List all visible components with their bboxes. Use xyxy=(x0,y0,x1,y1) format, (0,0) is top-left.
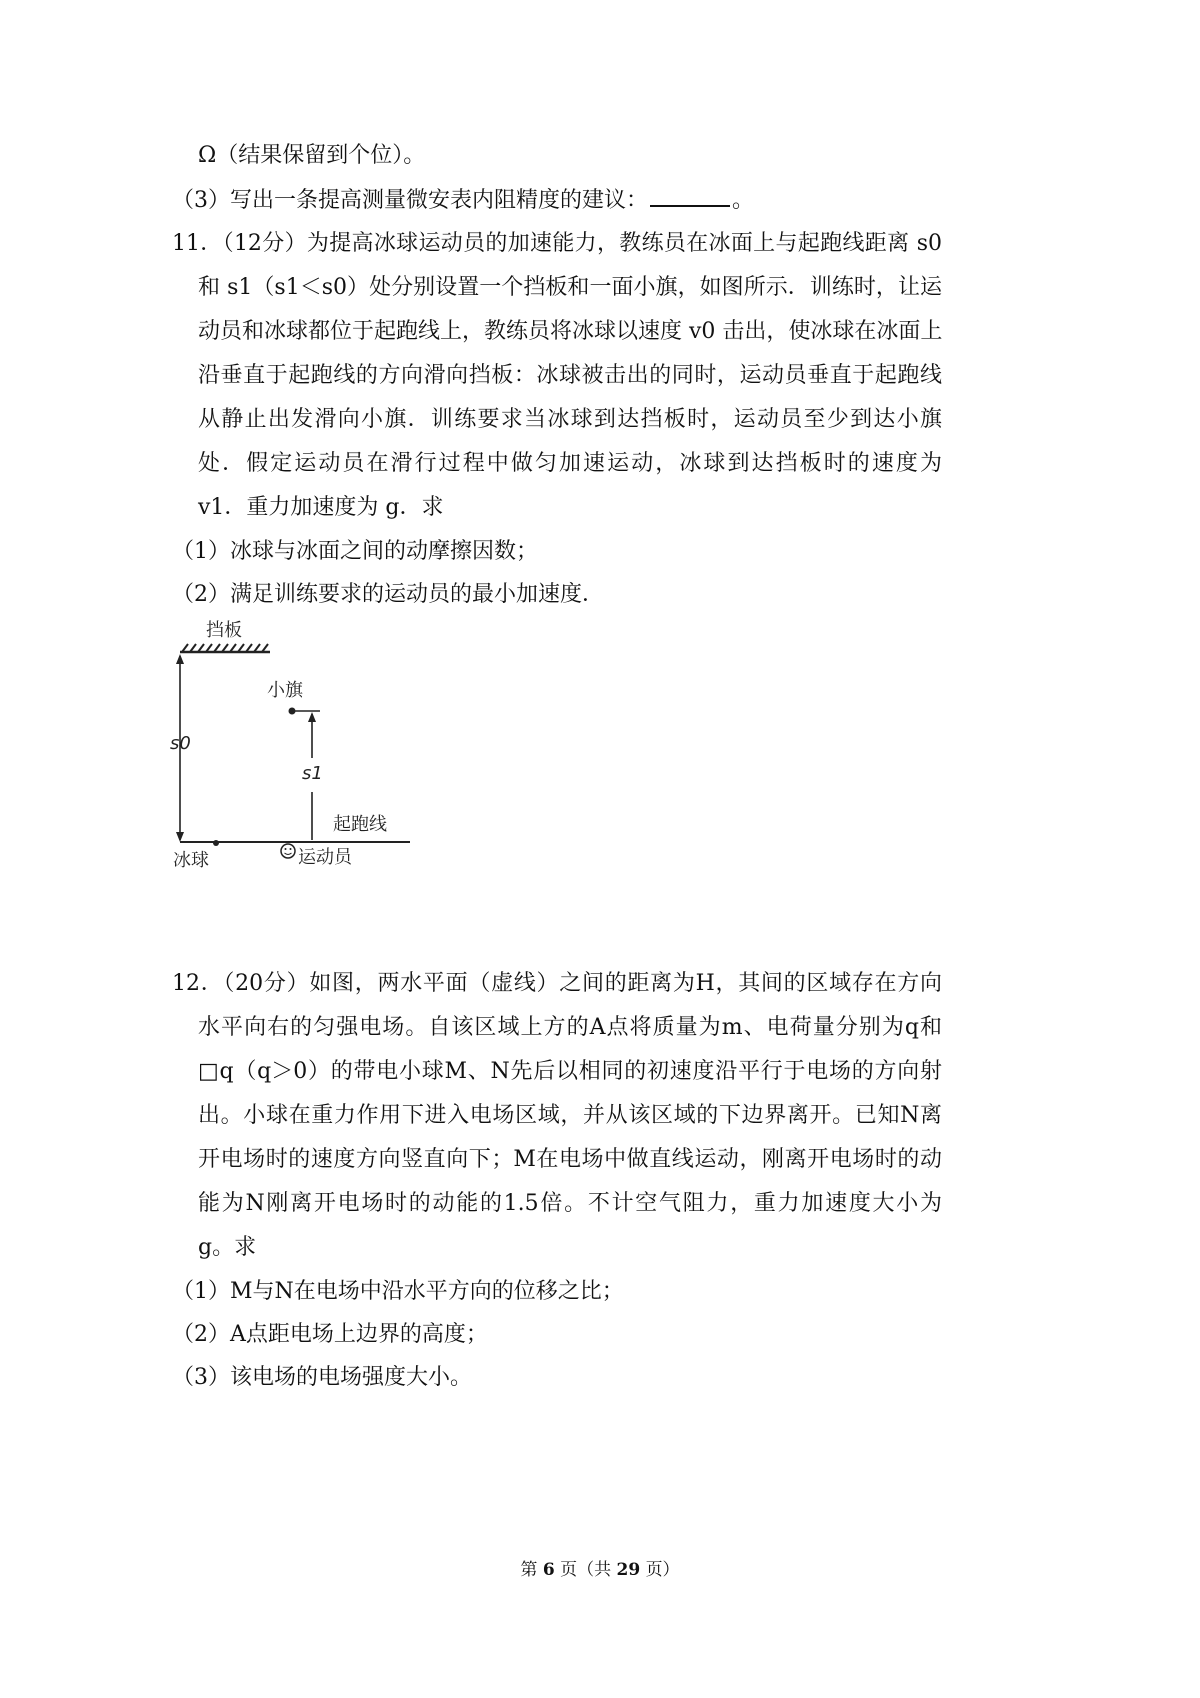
q11-line-2: 和 s1（s1＜s0）处分别设置一个挡板和一面小旗，如图所示．训练时，让运 xyxy=(198,275,942,300)
q11-line-5: 从静止出发滑向小旗．训练要求当冰球到达挡板时，运动员至少到达小旗 xyxy=(198,407,942,432)
s0-arrow-up xyxy=(176,654,184,664)
s1-text: s1 xyxy=(302,763,323,784)
footer-middle: 页（共 xyxy=(560,1560,612,1580)
barrier-label: 挡板 xyxy=(206,620,242,641)
q12-subquestion-2: （2）A点距电场上边界的高度； xyxy=(172,1322,488,1347)
prev-answer-text: Ω（结果保留到个位）。 xyxy=(198,143,426,168)
q11-diagram-main xyxy=(160,630,420,880)
s0-label xyxy=(170,733,191,755)
q12-line-7: g。求 xyxy=(198,1235,257,1260)
puck-label: 冰球 xyxy=(173,850,209,871)
q11-line-4: 沿垂直于起跑线的方向滑向挡板：冰球被击出的同时，运动员垂直于起跑线 xyxy=(198,363,942,388)
q12-line-6: 能为N刚离开电场时的动能的1.5倍。不计空气阻力，重力加速度大小为 xyxy=(198,1191,942,1216)
footer-total-pages: 29 xyxy=(616,1560,641,1580)
footer-page-number: 6 xyxy=(542,1560,555,1580)
q11-line-1: 11．（12分）为提高冰球运动员的加速能力，教练员在冰面上与起跑线距离 s0 xyxy=(172,231,942,256)
q12-line-2: 水平向右的匀强电场。自该区域上方的A点将质量为m、电荷量分别为q和 xyxy=(198,1015,942,1040)
q11-subquestion-1: （1）冰球与冰面之间的动摩擦因数； xyxy=(172,539,538,564)
athlete-icon xyxy=(281,844,295,858)
puck-dot xyxy=(213,840,219,846)
q12-subquestion-1: （1）M与N在电场中沿水平方向的位移之比； xyxy=(172,1279,624,1304)
q12-subquestion-3: （3）该电场的电场强度大小。 xyxy=(172,1365,472,1390)
athlete-label: 运动员 xyxy=(298,847,352,868)
q11-subquestion-2: （2）满足训练要求的运动员的最小加速度． xyxy=(172,582,604,607)
q11-line-3: 动员和冰球都位于起跑线上，教练员将冰球以速度 v0 击出，使冰球在冰面上 xyxy=(198,319,943,344)
prev-suggestion-line xyxy=(172,186,754,216)
q12-line-4: 出。小球在重力作用下进入电场区域，并从该区域的下边界离开。已知N离 xyxy=(198,1103,942,1128)
prev-suggestion-end: 。 xyxy=(732,188,755,213)
footer-prefix: 第 xyxy=(520,1560,538,1580)
flag-label: 小旗 xyxy=(267,680,303,701)
prev-suggestion-text: （3）写出一条提高测量微安表内阻精度的建议： xyxy=(172,188,648,213)
q12-line-3: □q（q＞0）的带电小球M、N先后以相同的初速度沿平行于电场的方向射 xyxy=(198,1059,942,1084)
s0-arrow-down xyxy=(176,832,184,842)
page-footer xyxy=(0,1558,1200,1582)
s1-label xyxy=(302,763,323,785)
prev-answer-line xyxy=(198,141,425,171)
s1-arrow-up xyxy=(308,712,316,722)
footer-suffix: 页） xyxy=(645,1560,680,1580)
s0-text: s0 xyxy=(170,733,191,754)
q12-line-1: 12．（20分）如图，两水平面（虚线）之间的距离为H，其间的区域存在方向 xyxy=(172,971,942,996)
start-line-label: 起跑线 xyxy=(333,814,387,835)
answer-blank[interactable] xyxy=(650,187,730,207)
q11-line-7: v1．重力加速度为 g．求 xyxy=(198,495,444,520)
q11-line-6: 处．假定运动员在滑行过程中做匀加速运动，冰球到达挡板时的速度为 xyxy=(198,451,942,476)
q12-line-5: 开电场时的速度方向竖直向下；M在电场中做直线运动，刚离开电场时的动 xyxy=(198,1147,942,1172)
